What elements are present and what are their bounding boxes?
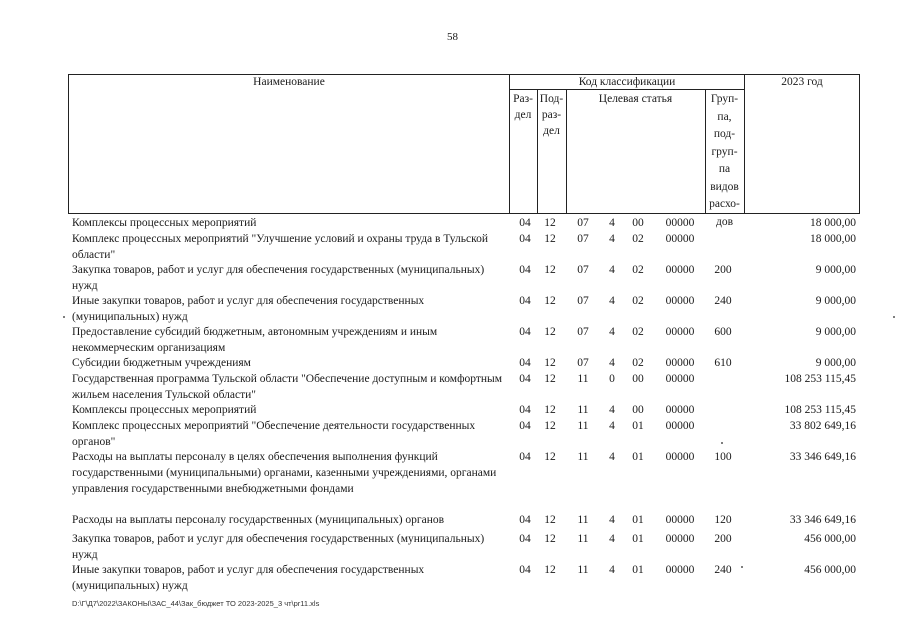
row-code-c1: 04	[519, 404, 531, 416]
row-code-c1: 04	[519, 326, 531, 338]
row-amount: 33 802 649,16	[789, 420, 856, 432]
row-code-c6: 00000	[665, 514, 695, 526]
row-code-c4: 4	[609, 326, 615, 338]
podrazdel-column-divider	[566, 89, 567, 214]
row-name: Предоставление субсидий бюджетным, автономным учреждениям и иным некоммерческим организациям	[72, 326, 438, 354]
row-code-c6: 00000	[665, 357, 695, 369]
row-code-c6: 00000	[665, 264, 695, 276]
row-name: Расходы на выплаты персоналу государственных (муниципальных) органов	[72, 514, 445, 526]
header-podrazdel-line: дел	[543, 125, 560, 137]
row-code-c4: 0	[609, 373, 615, 385]
row-code-c7: 100	[714, 451, 732, 463]
row-code-c3: 07	[577, 357, 589, 369]
row-code-c6: 00000	[665, 533, 695, 545]
row-amount: 108 253 115,45	[784, 373, 856, 385]
row-code-c5: 01	[632, 533, 644, 545]
row-amount: 18 000,00	[810, 217, 856, 229]
row-code-c7: 200	[714, 264, 732, 276]
row-amount: 9 000,00	[815, 295, 856, 307]
header-name: Наименование	[253, 76, 325, 88]
row-code-c6: 00000	[665, 564, 695, 576]
row-amount: 18 000,00	[810, 233, 856, 245]
row-code-c7: 600	[714, 326, 732, 338]
row-code-c6: 00000	[665, 451, 695, 463]
row-name: Государственная программа Тульской области "Обеспечение доступным и комфортным жильем населения Тульской области"	[72, 373, 503, 401]
row-code-c2: 12	[544, 514, 556, 526]
row-amount: 9 000,00	[815, 357, 856, 369]
row-code-c4: 4	[609, 233, 615, 245]
header-podrazdel-line: Под-	[539, 93, 564, 105]
row-name: Закупка товаров, работ и услуг для обеспечения государственных (муниципальных) нужд	[72, 533, 485, 561]
row-code-c3: 11	[577, 404, 589, 416]
row-code-c5: 02	[632, 233, 644, 245]
row-name: Иные закупки товаров, работ и услуг для обеспечения государственных (муниципальных) нужд	[72, 295, 425, 323]
header-year: 2023 год	[781, 76, 823, 88]
file-path-footer: D:\Г\Д7\2022\ЗАКОНЫ\ЗАС_44\Зак_бюджет ТО 2023-2025_3 чт\pr11.xls	[72, 599, 320, 608]
row-code-c5: 02	[632, 357, 644, 369]
row-name: Комплексы процессных мероприятий	[72, 404, 257, 416]
header-left-border	[68, 74, 69, 214]
row-code-c7: 240	[714, 295, 732, 307]
row-code-c1: 04	[519, 217, 531, 229]
row-code-c4: 4	[609, 564, 615, 576]
row-name: Иные закупки товаров, работ и услуг для обеспечения государственных (муниципальных) нужд	[72, 564, 425, 592]
row-code-c6: 00000	[665, 404, 695, 416]
row-code-c2: 12	[544, 533, 556, 545]
row-code-c5: 02	[632, 326, 644, 338]
row-name: Комплексы процессных мероприятий	[72, 217, 257, 229]
header-group-line: па	[718, 163, 731, 175]
row-code-c2: 12	[544, 217, 556, 229]
row-amount: 456 000,00	[804, 533, 856, 545]
header-group	[705, 91, 744, 231]
row-code-c5: 00	[632, 404, 644, 416]
row-code-c6: 00000	[665, 373, 695, 385]
row-code-c1: 04	[519, 373, 531, 385]
scan-speck	[63, 316, 65, 318]
row-code-c6: 00000	[665, 295, 695, 307]
row-code-c3: 11	[577, 420, 589, 432]
row-code-c2: 12	[544, 233, 556, 245]
row-code-c2: 12	[544, 357, 556, 369]
row-code-c4: 4	[609, 514, 615, 526]
header-razdel-line: дел	[514, 109, 532, 121]
row-code-c6: 00000	[665, 233, 695, 245]
row-amount: 33 346 649,16	[789, 514, 856, 526]
row-code-c2: 12	[544, 373, 556, 385]
header-group-line: видов	[710, 180, 739, 193]
row-code-c5: 01	[632, 451, 644, 463]
row-code-c1: 04	[519, 264, 531, 276]
row-code-c3: 07	[577, 217, 589, 229]
row-code-c3: 11	[577, 451, 589, 463]
row-code-c2: 12	[544, 451, 556, 463]
row-code-c4: 4	[609, 217, 615, 229]
header-podrazdel	[537, 91, 566, 139]
row-code-c4: 4	[609, 420, 615, 432]
row-code-c1: 04	[519, 357, 531, 369]
row-code-c2: 12	[544, 420, 556, 432]
row-code-c1: 04	[519, 514, 531, 526]
row-code-c7: 610	[714, 357, 732, 369]
row-code-c3: 07	[577, 233, 589, 245]
row-code-c4: 4	[609, 533, 615, 545]
row-code-c1: 04	[519, 233, 531, 245]
row-code-c1: 04	[519, 564, 531, 576]
row-code-c1: 04	[519, 533, 531, 545]
row-name: Комплекс процессных мероприятий "Улучшение условий и охраны труда в Тульской области"	[72, 233, 489, 261]
row-amount: 9 000,00	[815, 326, 856, 338]
header-target: Целевая статья	[598, 93, 673, 105]
scan-speck	[721, 442, 723, 444]
row-amount: 456 000,00	[804, 564, 856, 576]
row-code-c4: 4	[609, 404, 615, 416]
row-code-c3: 07	[577, 295, 589, 307]
header-code: Код классификации	[578, 76, 676, 88]
row-name: Закупка товаров, работ и услуг для обеспечения государственных (муниципальных) нужд	[72, 264, 485, 292]
header-group-line: под-	[713, 128, 736, 140]
header-right-border	[859, 74, 860, 214]
row-code-c4: 4	[609, 295, 615, 307]
row-code-c2: 12	[544, 404, 556, 416]
row-code-c2: 12	[544, 564, 556, 576]
row-code-c7: 120	[714, 514, 732, 526]
row-code-c4: 4	[609, 357, 615, 369]
row-code-c4: 4	[609, 264, 615, 276]
row-code-c7: 240	[714, 564, 732, 576]
row-code-c5: 02	[632, 264, 644, 276]
row-code-c5: 00	[632, 373, 644, 385]
page-number: 58	[447, 31, 458, 43]
scan-speck	[741, 566, 743, 568]
row-code-c3: 07	[577, 326, 589, 338]
row-name: Комплекс процессных мероприятий "Обеспечение деятельности государственных органов"	[72, 420, 476, 448]
row-amount: 108 253 115,45	[784, 404, 856, 416]
row-code-c3: 11	[577, 533, 589, 545]
row-code-c5: 01	[632, 564, 644, 576]
row-code-c5: 02	[632, 295, 644, 307]
row-code-c3: 11	[577, 564, 589, 576]
header-group-line: дов	[715, 215, 734, 228]
header-group-line: груп-	[711, 145, 738, 158]
row-code-c7: 200	[714, 533, 732, 545]
row-code-c6: 00000	[665, 420, 695, 432]
row-code-c6: 00000	[665, 217, 695, 229]
row-code-c2: 12	[544, 264, 556, 276]
row-amount: 33 346 649,16	[789, 451, 856, 463]
header-group-line: расхо-	[709, 198, 740, 210]
row-code-c2: 12	[544, 295, 556, 307]
row-code-c3: 11	[577, 514, 589, 526]
row-code-c3: 11	[577, 373, 589, 385]
row-code-c2: 12	[544, 326, 556, 338]
header-group-line: па,	[717, 110, 732, 123]
row-code-c1: 04	[519, 420, 531, 432]
row-code-c1: 04	[519, 451, 531, 463]
code-column-divider	[744, 74, 745, 214]
scan-speck	[893, 316, 895, 318]
row-code-c3: 07	[577, 264, 589, 276]
row-code-c4: 4	[609, 451, 615, 463]
row-code-c5: 01	[632, 420, 644, 432]
header-razdel-line: Раз-	[513, 93, 533, 105]
row-code-c5: 00	[632, 217, 644, 229]
header-razdel	[509, 91, 537, 123]
header-podrazdel-line: раз-	[541, 109, 562, 121]
row-code-c6: 00000	[665, 326, 695, 338]
row-amount: 9 000,00	[815, 264, 856, 276]
row-code-c1: 04	[519, 295, 531, 307]
row-name: Расходы на выплаты персоналу в целях обеспечения выполнения функций государственными (муниципальными) органами, казенными учреждениями, органами управления государственными внебюджетными фондами	[72, 451, 497, 495]
row-code-c5: 01	[632, 514, 644, 526]
header-group-line: Груп-	[710, 93, 739, 105]
row-name: Субсидии бюджетным учреждениям	[72, 357, 251, 369]
